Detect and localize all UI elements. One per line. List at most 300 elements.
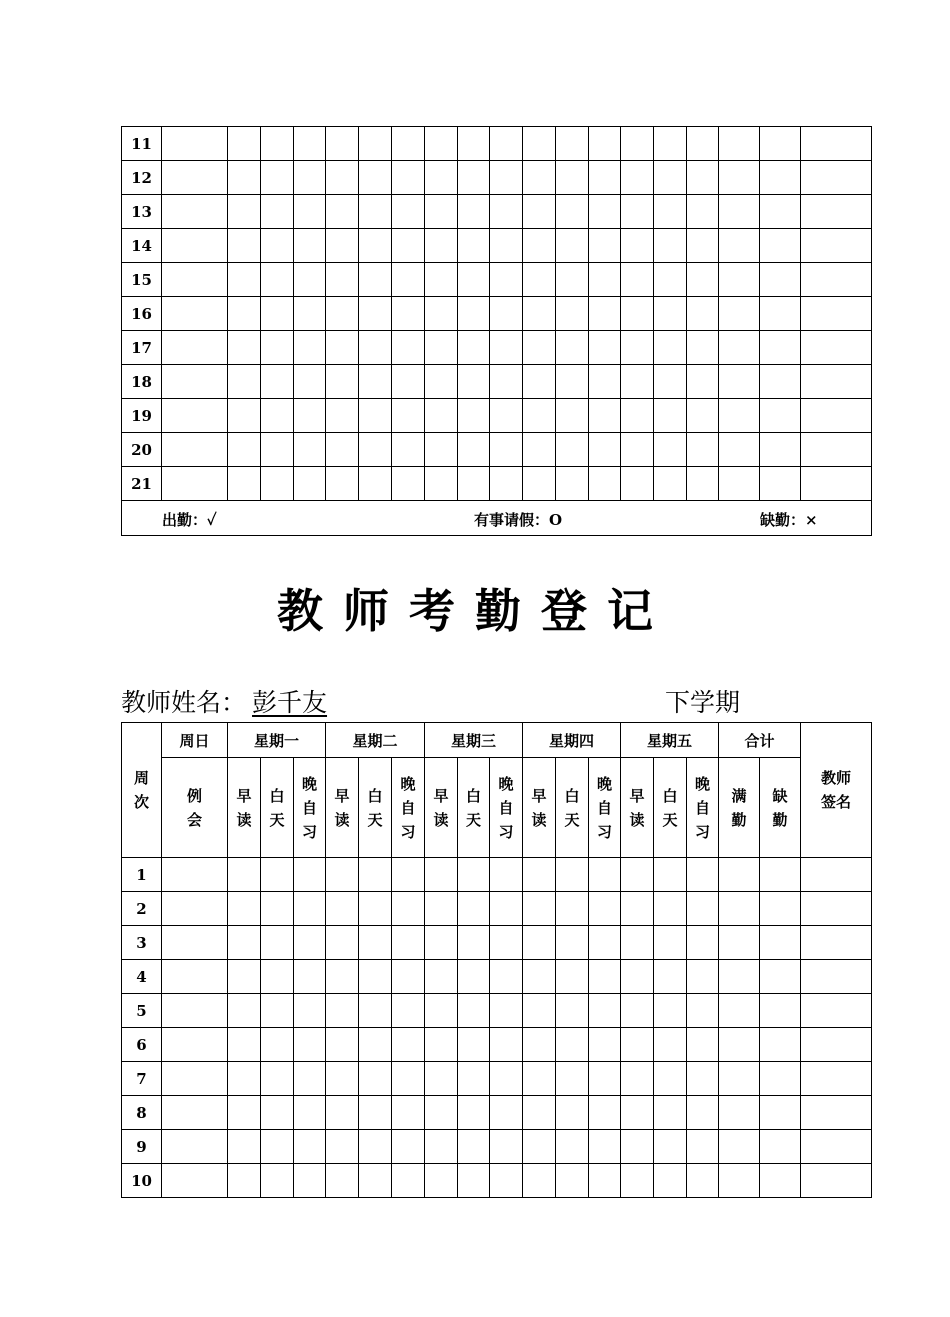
attendance-cell[interactable] [760,263,801,297]
attendance-cell[interactable] [687,1062,719,1096]
attendance-cell[interactable] [458,1096,490,1130]
attendance-cell[interactable] [687,331,719,365]
attendance-cell[interactable] [719,1028,760,1062]
attendance-cell[interactable] [621,926,654,960]
attendance-cell[interactable] [392,161,425,195]
attendance-cell[interactable] [261,1028,294,1062]
attendance-cell[interactable] [556,331,589,365]
attendance-cell[interactable] [654,229,687,263]
attendance-cell[interactable] [294,858,326,892]
attendance-cell[interactable] [760,1062,801,1096]
attendance-cell[interactable] [425,1164,458,1198]
attendance-cell[interactable] [589,1096,621,1130]
attendance-cell[interactable] [359,365,392,399]
attendance-cell[interactable] [654,195,687,229]
attendance-cell[interactable] [228,1096,261,1130]
attendance-cell[interactable] [228,195,261,229]
attendance-cell[interactable] [621,127,654,161]
attendance-cell[interactable] [719,1096,760,1130]
attendance-cell[interactable] [392,467,425,501]
attendance-cell[interactable] [294,1130,326,1164]
attendance-cell[interactable] [228,127,261,161]
attendance-cell[interactable] [654,127,687,161]
attendance-cell[interactable] [719,1130,760,1164]
attendance-cell[interactable] [162,331,228,365]
attendance-cell[interactable] [392,195,425,229]
attendance-cell[interactable] [294,467,326,501]
attendance-cell[interactable] [425,127,458,161]
attendance-cell[interactable] [458,433,490,467]
attendance-cell[interactable] [425,858,458,892]
attendance-cell[interactable] [621,960,654,994]
attendance-cell[interactable] [621,892,654,926]
attendance-cell[interactable] [359,195,392,229]
attendance-cell[interactable] [359,127,392,161]
attendance-cell[interactable] [326,365,359,399]
attendance-cell[interactable] [294,433,326,467]
attendance-cell[interactable] [359,858,392,892]
attendance-cell[interactable] [326,1130,359,1164]
attendance-cell[interactable] [801,1028,872,1062]
attendance-cell[interactable] [458,858,490,892]
attendance-cell[interactable] [801,433,872,467]
attendance-cell[interactable] [589,297,621,331]
attendance-cell[interactable] [556,1096,589,1130]
attendance-cell[interactable] [801,1096,872,1130]
attendance-cell[interactable] [589,195,621,229]
attendance-cell[interactable] [719,161,760,195]
attendance-cell[interactable] [326,1096,359,1130]
attendance-cell[interactable] [359,161,392,195]
attendance-cell[interactable] [458,1062,490,1096]
attendance-cell[interactable] [760,127,801,161]
attendance-cell[interactable] [228,229,261,263]
attendance-cell[interactable] [261,960,294,994]
attendance-cell[interactable] [687,994,719,1028]
attendance-cell[interactable] [523,467,556,501]
attendance-cell[interactable] [523,263,556,297]
attendance-cell[interactable] [654,399,687,433]
attendance-cell[interactable] [556,926,589,960]
attendance-cell[interactable] [523,399,556,433]
attendance-cell[interactable] [801,161,872,195]
attendance-cell[interactable] [392,229,425,263]
attendance-cell[interactable] [621,994,654,1028]
attendance-cell[interactable] [228,433,261,467]
attendance-cell[interactable] [261,161,294,195]
attendance-cell[interactable] [294,892,326,926]
attendance-cell[interactable] [228,1028,261,1062]
attendance-cell[interactable] [760,229,801,263]
attendance-cell[interactable] [162,433,228,467]
attendance-cell[interactable] [294,263,326,297]
attendance-cell[interactable] [523,858,556,892]
attendance-cell[interactable] [589,331,621,365]
attendance-cell[interactable] [621,161,654,195]
attendance-cell[interactable] [392,127,425,161]
attendance-cell[interactable] [801,365,872,399]
attendance-cell[interactable] [261,195,294,229]
attendance-cell[interactable] [326,127,359,161]
attendance-cell[interactable] [621,297,654,331]
attendance-cell[interactable] [556,365,589,399]
attendance-cell[interactable] [719,960,760,994]
attendance-cell[interactable] [326,297,359,331]
attendance-cell[interactable] [326,1028,359,1062]
attendance-cell[interactable] [392,1062,425,1096]
attendance-cell[interactable] [490,926,523,960]
attendance-cell[interactable] [490,960,523,994]
attendance-cell[interactable] [490,1028,523,1062]
attendance-cell[interactable] [556,1130,589,1164]
attendance-cell[interactable] [261,297,294,331]
attendance-cell[interactable] [425,1028,458,1062]
attendance-cell[interactable] [687,467,719,501]
attendance-cell[interactable] [621,229,654,263]
attendance-cell[interactable] [458,229,490,263]
attendance-cell[interactable] [458,960,490,994]
attendance-cell[interactable] [556,1062,589,1096]
attendance-cell[interactable] [719,1062,760,1096]
attendance-cell[interactable] [359,926,392,960]
attendance-cell[interactable] [162,892,228,926]
attendance-cell[interactable] [458,1164,490,1198]
attendance-cell[interactable] [801,195,872,229]
attendance-cell[interactable] [760,331,801,365]
attendance-cell[interactable] [523,926,556,960]
attendance-cell[interactable] [294,229,326,263]
attendance-cell[interactable] [359,994,392,1028]
attendance-cell[interactable] [228,1164,261,1198]
attendance-cell[interactable] [425,926,458,960]
attendance-cell[interactable] [556,960,589,994]
attendance-cell[interactable] [621,1164,654,1198]
attendance-cell[interactable] [490,229,523,263]
attendance-cell[interactable] [261,263,294,297]
attendance-cell[interactable] [654,297,687,331]
attendance-cell[interactable] [294,297,326,331]
attendance-cell[interactable] [687,127,719,161]
attendance-cell[interactable] [621,331,654,365]
attendance-cell[interactable] [801,297,872,331]
attendance-cell[interactable] [801,263,872,297]
attendance-cell[interactable] [801,858,872,892]
attendance-cell[interactable] [228,331,261,365]
attendance-cell[interactable] [261,399,294,433]
attendance-cell[interactable] [458,926,490,960]
attendance-cell[interactable] [556,467,589,501]
attendance-cell[interactable] [719,994,760,1028]
attendance-cell[interactable] [359,960,392,994]
attendance-cell[interactable] [621,1130,654,1164]
attendance-cell[interactable] [719,926,760,960]
attendance-cell[interactable] [654,1130,687,1164]
attendance-cell[interactable] [359,892,392,926]
attendance-cell[interactable] [654,926,687,960]
attendance-cell[interactable] [654,1028,687,1062]
attendance-cell[interactable] [687,1130,719,1164]
attendance-cell[interactable] [425,1062,458,1096]
attendance-cell[interactable] [556,858,589,892]
attendance-cell[interactable] [654,467,687,501]
attendance-cell[interactable] [392,365,425,399]
attendance-cell[interactable] [425,467,458,501]
attendance-cell[interactable] [589,960,621,994]
attendance-cell[interactable] [760,1164,801,1198]
attendance-cell[interactable] [556,161,589,195]
attendance-cell[interactable] [228,399,261,433]
attendance-cell[interactable] [162,297,228,331]
attendance-cell[interactable] [760,161,801,195]
attendance-cell[interactable] [261,926,294,960]
attendance-cell[interactable] [760,297,801,331]
attendance-cell[interactable] [589,229,621,263]
attendance-cell[interactable] [458,127,490,161]
attendance-cell[interactable] [458,892,490,926]
attendance-cell[interactable] [687,960,719,994]
attendance-cell[interactable] [359,399,392,433]
attendance-cell[interactable] [654,1164,687,1198]
attendance-cell[interactable] [261,1062,294,1096]
attendance-cell[interactable] [801,1130,872,1164]
attendance-cell[interactable] [162,1096,228,1130]
attendance-cell[interactable] [490,858,523,892]
attendance-cell[interactable] [359,297,392,331]
attendance-cell[interactable] [719,331,760,365]
attendance-cell[interactable] [261,229,294,263]
attendance-cell[interactable] [425,195,458,229]
attendance-cell[interactable] [228,1062,261,1096]
attendance-cell[interactable] [719,365,760,399]
attendance-cell[interactable] [801,960,872,994]
attendance-cell[interactable] [162,399,228,433]
attendance-cell[interactable] [261,892,294,926]
attendance-cell[interactable] [162,229,228,263]
attendance-cell[interactable] [326,229,359,263]
attendance-cell[interactable] [162,926,228,960]
attendance-cell[interactable] [392,858,425,892]
attendance-cell[interactable] [228,858,261,892]
attendance-cell[interactable] [760,926,801,960]
attendance-cell[interactable] [621,399,654,433]
attendance-cell[interactable] [621,858,654,892]
attendance-cell[interactable] [523,892,556,926]
attendance-cell[interactable] [556,263,589,297]
attendance-cell[interactable] [294,1028,326,1062]
attendance-cell[interactable] [490,1130,523,1164]
attendance-cell[interactable] [654,161,687,195]
attendance-cell[interactable] [326,263,359,297]
attendance-cell[interactable] [556,433,589,467]
attendance-cell[interactable] [425,960,458,994]
attendance-cell[interactable] [359,433,392,467]
attendance-cell[interactable] [621,1096,654,1130]
attendance-cell[interactable] [425,365,458,399]
attendance-cell[interactable] [425,1130,458,1164]
attendance-cell[interactable] [392,1130,425,1164]
attendance-cell[interactable] [261,858,294,892]
attendance-cell[interactable] [589,127,621,161]
attendance-cell[interactable] [490,433,523,467]
attendance-cell[interactable] [621,1028,654,1062]
attendance-cell[interactable] [523,1130,556,1164]
attendance-cell[interactable] [760,892,801,926]
attendance-cell[interactable] [162,127,228,161]
attendance-cell[interactable] [801,926,872,960]
attendance-cell[interactable] [162,1164,228,1198]
attendance-cell[interactable] [654,994,687,1028]
attendance-cell[interactable] [261,433,294,467]
attendance-cell[interactable] [523,1062,556,1096]
attendance-cell[interactable] [687,892,719,926]
attendance-cell[interactable] [326,161,359,195]
attendance-cell[interactable] [228,467,261,501]
attendance-cell[interactable] [654,960,687,994]
attendance-cell[interactable] [687,229,719,263]
attendance-cell[interactable] [326,858,359,892]
attendance-cell[interactable] [228,297,261,331]
attendance-cell[interactable] [654,263,687,297]
attendance-cell[interactable] [760,1028,801,1062]
attendance-cell[interactable] [261,331,294,365]
attendance-cell[interactable] [425,892,458,926]
attendance-cell[interactable] [589,365,621,399]
attendance-cell[interactable] [425,399,458,433]
attendance-cell[interactable] [719,263,760,297]
attendance-cell[interactable] [458,297,490,331]
attendance-cell[interactable] [458,1130,490,1164]
attendance-cell[interactable] [228,960,261,994]
attendance-cell[interactable] [523,297,556,331]
attendance-cell[interactable] [687,263,719,297]
attendance-cell[interactable] [458,331,490,365]
attendance-cell[interactable] [162,365,228,399]
attendance-cell[interactable] [425,263,458,297]
attendance-cell[interactable] [523,994,556,1028]
attendance-cell[interactable] [556,1164,589,1198]
attendance-cell[interactable] [687,195,719,229]
attendance-cell[interactable] [392,1028,425,1062]
attendance-cell[interactable] [359,1164,392,1198]
attendance-cell[interactable] [228,263,261,297]
attendance-cell[interactable] [392,1164,425,1198]
attendance-cell[interactable] [162,858,228,892]
attendance-cell[interactable] [294,399,326,433]
attendance-cell[interactable] [458,365,490,399]
attendance-cell[interactable] [392,331,425,365]
attendance-cell[interactable] [490,994,523,1028]
attendance-cell[interactable] [589,1028,621,1062]
attendance-cell[interactable] [326,399,359,433]
attendance-cell[interactable] [621,365,654,399]
attendance-cell[interactable] [801,467,872,501]
attendance-cell[interactable] [261,127,294,161]
attendance-cell[interactable] [719,858,760,892]
attendance-cell[interactable] [556,892,589,926]
attendance-cell[interactable] [760,467,801,501]
attendance-cell[interactable] [490,127,523,161]
attendance-cell[interactable] [719,195,760,229]
attendance-cell[interactable] [687,161,719,195]
attendance-cell[interactable] [523,1028,556,1062]
attendance-cell[interactable] [392,926,425,960]
attendance-cell[interactable] [359,263,392,297]
attendance-cell[interactable] [589,926,621,960]
attendance-cell[interactable] [326,331,359,365]
attendance-cell[interactable] [801,127,872,161]
attendance-cell[interactable] [294,161,326,195]
attendance-cell[interactable] [801,892,872,926]
attendance-cell[interactable] [490,331,523,365]
attendance-cell[interactable] [621,195,654,229]
attendance-cell[interactable] [760,365,801,399]
attendance-cell[interactable] [621,467,654,501]
attendance-cell[interactable] [326,1062,359,1096]
attendance-cell[interactable] [589,263,621,297]
attendance-cell[interactable] [687,858,719,892]
attendance-cell[interactable] [359,467,392,501]
attendance-cell[interactable] [425,994,458,1028]
attendance-cell[interactable] [392,960,425,994]
attendance-cell[interactable] [719,467,760,501]
attendance-cell[interactable] [458,399,490,433]
attendance-cell[interactable] [556,399,589,433]
attendance-cell[interactable] [490,161,523,195]
attendance-cell[interactable] [294,195,326,229]
attendance-cell[interactable] [359,331,392,365]
attendance-cell[interactable] [326,195,359,229]
attendance-cell[interactable] [556,994,589,1028]
attendance-cell[interactable] [326,1164,359,1198]
attendance-cell[interactable] [760,858,801,892]
attendance-cell[interactable] [760,195,801,229]
attendance-cell[interactable] [294,960,326,994]
attendance-cell[interactable] [801,399,872,433]
attendance-cell[interactable] [687,399,719,433]
attendance-cell[interactable] [621,433,654,467]
attendance-cell[interactable] [589,994,621,1028]
attendance-cell[interactable] [687,1028,719,1062]
attendance-cell[interactable] [621,263,654,297]
attendance-cell[interactable] [392,263,425,297]
attendance-cell[interactable] [261,1096,294,1130]
attendance-cell[interactable] [162,960,228,994]
attendance-cell[interactable] [687,433,719,467]
attendance-cell[interactable] [556,127,589,161]
attendance-cell[interactable] [801,331,872,365]
attendance-cell[interactable] [458,263,490,297]
attendance-cell[interactable] [392,399,425,433]
attendance-cell[interactable] [654,331,687,365]
attendance-cell[interactable] [392,1096,425,1130]
attendance-cell[interactable] [294,1096,326,1130]
attendance-cell[interactable] [294,926,326,960]
attendance-cell[interactable] [589,1062,621,1096]
attendance-cell[interactable] [162,195,228,229]
attendance-cell[interactable] [490,467,523,501]
attendance-cell[interactable] [392,994,425,1028]
attendance-cell[interactable] [801,1164,872,1198]
attendance-cell[interactable] [719,433,760,467]
attendance-cell[interactable] [687,297,719,331]
attendance-cell[interactable] [523,1096,556,1130]
attendance-cell[interactable] [458,994,490,1028]
attendance-cell[interactable] [261,1164,294,1198]
attendance-cell[interactable] [294,127,326,161]
attendance-cell[interactable] [654,1062,687,1096]
attendance-cell[interactable] [760,399,801,433]
attendance-cell[interactable] [589,467,621,501]
